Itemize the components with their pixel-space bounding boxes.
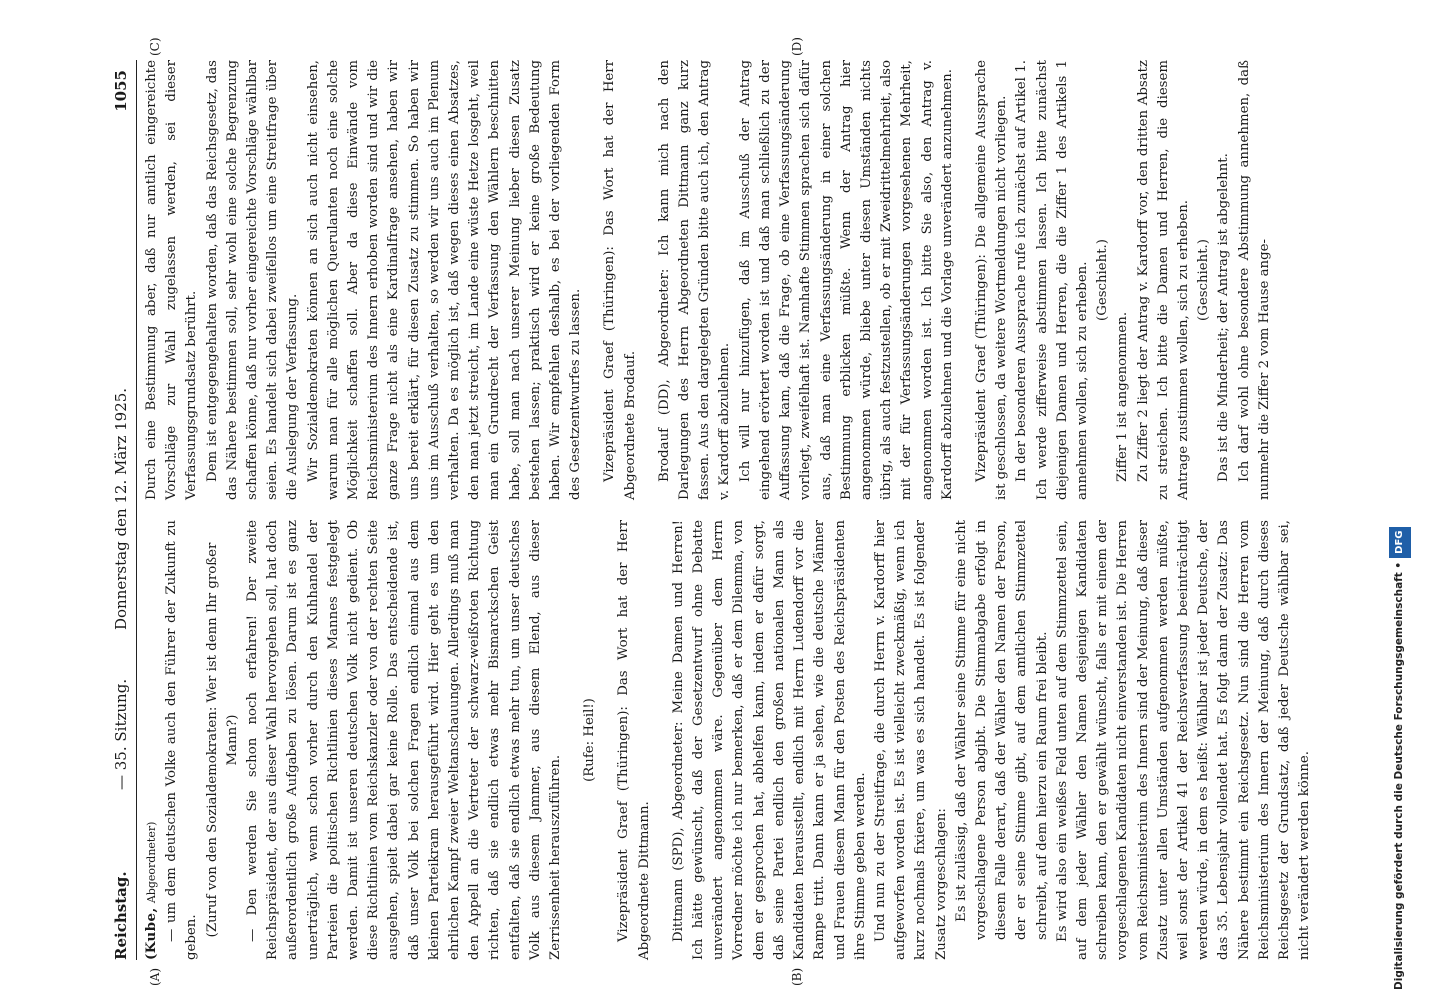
paragraph: Ziffer 1 ist angenommen.: [1115, 311, 1131, 482]
right-column: [142, 60, 1402, 500]
chair-statement: Vizepräsident Graef (Thüringen): Das Wort hat der Herr Abgeordnete Dittmann.: [616, 520, 652, 960]
paragraph: Ich darf wohl ohne besondere Abstimmung annehmen, daß nunmehr die Ziffer 2 vom Hause ange-: [1236, 60, 1272, 500]
page-header: [110, 60, 137, 960]
dfg-logo: DFG: [1389, 527, 1411, 558]
speaker-continuation: (Kube, Abgeordneter): [144, 821, 159, 960]
digitization-note: Digitalisierung gefördert durch die Deutsche Forschungsgemeinschaft •DFG: [1388, 90, 1410, 990]
margin-mark-d: (D): [790, 37, 804, 56]
chair-statement: Vizepräsident Graef (Thüringen): Die allgemeine Aussprache ist geschlossen, da weitere Wortmeldungen nicht vorliegen.: [973, 60, 1010, 500]
interjection: (Rufe: Heil!): [582, 698, 598, 782]
header-date: Donnerstag den 12. März 1925.: [112, 387, 130, 630]
paragraph: Ich will nur hinzufügen, daß im Ausschuß der Antrag eingehend erörtert worden ist und daß man schließlich zu der Auffassung kam, daß die Frage, ob eine Verfassungsänderung vorliegt, zweifelhaft ist. Namhafte Stimmen sprachen sich dafür aus, daß man eine Verfassungsänderung in einer solchen Bestimmung erblicken müßte. Wenn der Antrag hier angenommen würde, bliebe unter diesen Umständen nichts übrig, als auch festzustellen, ob er mit Zweidrittelmehrheit, also mit der für Verfassungsänderungen vorgesehenen Mehrheit, angenommen worden ist. Ich bitte Sie also, den Antrag v. Kardorff abzulehnen und die Vorlage unverändert anzunehmen.: [737, 60, 955, 500]
paragraph: — um dem deutschen Volke auch den Führer der Zukunft zu geben.: [164, 520, 200, 960]
left-column: [142, 520, 1402, 960]
quoted-amendment: Es ist zulässig, daß der Wähler seine Stimme für eine nicht vorgeschlagene Person abgibt. Die Stimmabgabe erfolgt in diesem Falle derart, daß der Wähler den Namen der Person, der er seine Stimme gibt, auf dem amtlichen Stimmzettel schreibt, auf dem hierzu ein Raum frei bleibt.: [953, 520, 1050, 940]
chair-statement: Vizepräsident Graef (Thüringen): Das Wort hat der Herr Abgeordnete Brodauf.: [602, 60, 638, 500]
speech-dittmann: Dittmann (SPD), Abgeordneter: Meine Damen und Herren! Ich hätte gewünscht, daß der Gesetzentwurf ohne Debatte unverändert angenommen wäre. Gegenüber dem Herrn Vorredner möchte ich nur bemerken, daß er dem Dilemma, von dem er gesprochen hat, abhelfen kann, indem er dafür sorgt, daß seine Partei endlich den großen nationalen Mann als Kandidaten herausstellt, endlich mit Herrn Ludendorff vor die Rampe tritt. Dann kann er ja sehen, wie die deutsche Männer und Frauen diesem Mann für den Posten des Reichspräsidenten ihre Stimme geben werden.: [670, 520, 868, 960]
paragraph: In der besonderen Aussprache rufe ich zunächst auf Artikel 1. Ich werde zifferweise abstimmen lassen. Ich bitte zunächst diejenigen Damen und Herren, die die Ziffer 1 des Artikels 1 annehmen wollen, sich zu erheben.: [1014, 60, 1090, 500]
header-parliament: Reichstag.: [112, 871, 130, 960]
paragraph: Dem ist entgegengehalten worden, daß das Reichsgesetz, das das Nähere bestimmen soll, sehr wohl eine solche Begrenzung schaffen könne, daß nur vorher eingereichte Vorschläge wählbar seien. Es handelt sich dabei zweifellos um eine Streitfrage über die Auslegung der Verfassung.: [204, 60, 301, 500]
page-number: 1055: [112, 70, 130, 112]
speech-brodauf: Brodauf (DD), Abgeordneter: Ich kann mich nach den Darlegungen des Herrn Abgeordneten Dittmann ganz kurz fassen. Aus den dargelegten Gründen bitte auch ich, den Antrag v. Kardorff abzulehnen.: [656, 60, 733, 500]
margin-mark-b: (B): [790, 967, 804, 986]
interjection: (Geschieht.): [1196, 239, 1212, 321]
margin-mark-c: (C): [148, 37, 162, 56]
paragraph: — Den werden Sie schon noch erfahren! Der zweite Reichspräsident, der aus dieser Wahl hervorgehen soll, hat doch außerordentlich große Aufgaben zu lösen. Darum ist es ganz unerträglich, wenn schon vorher durch den Kuhhandel der Parteien die politischen Richtlinien dieses Mannes festgelegt werden. Damit ist unseren deutschen Volk nicht gedient. Ob diese Richtlinien vom Reichskanzler oder von der rechten Seite ausgehen, spielt dabei gar keine Rolle. Das entscheidende ist, daß unser Volk bei solchen Fragen endlich einmal aus dem kleinen Parteikram herausgeführt wird. Hier geht es um den ehrlichen Kampf zweier Weltanschauungen. Allerdings muß man den Appell an die Vertreter der schwarz-weißroten Richtung richten, daß sie endlich etwas mehr Bismarckschen Geist entfalten, daß sie endlich etwas mehr tun, um unser deutsches Volk aus diesem Jammer, aus diesem Elend, aus dieser Zerrissenheit herauszuführen.: [245, 520, 564, 960]
margin-mark-a: (A): [148, 967, 162, 986]
paragraph: Durch eine Bestimmung aber, daß nur amtlich eingereichte Vorschläge zur Wahl zugelassen werden, sei dieser Verfassungsgrundsatz berührt.: [144, 60, 200, 500]
paragraph: Das ist die Minderheit; der Antrag ist abgelehnt.: [1216, 153, 1232, 482]
interjection: (Geschieht.): [1095, 239, 1111, 321]
paragraph: Es wird also ein weißes Feld unten auf dem Stimmzettel sein, auf dem jeder Wähler den Namen desjenigen Kandidaten schreiben kann, den er gewählt wünscht, falls er mit einem der vorgeschlagenen Kandidaten nicht einverstanden ist. Die Herren vom Reichsministerium des Innern sind der Meinung, daß dieser Zusatz unter allen Umständen aufgenommen werden müßte, weil sonst der Artikel 41 der Reichsverfassung beeinträchtigt werden würde, in dem es heißt: Wählbar ist jeder Deutsche, der das 35. Lebensjahr vollendet hat. Es folgt dann der Zusatz: Das Nähere bestimmt ein Reichsgesetz. Nun sind die Herren vom Reichsministerium des Innern der Meinung, daß durch dieses Reichsgesetz der Grundsatz, daß jeder Deutsche wählbar sei, nicht verändert werden könne.: [1054, 520, 1313, 960]
paragraph: Zu Ziffer 2 liegt der Antrag v. Kardorff vor, den dritten Absatz zu streichen. Ich bitte die Damen und Herren, die diesem Antrage zustimmen wollen, sich zu erheben.: [1135, 60, 1191, 500]
rotated-page: [110, 37, 1410, 986]
interjection: (Zuruf von den Sozialdemokraten: Wer ist denn Ihr großer Mann?): [204, 542, 240, 938]
paragraph: Wir Sozialdemokraten können an sich auch nicht einsehen, warum man für alle möglichen Querulanten noch eine solche Möglichkeit schaffen soll. Aber da diese Einwände vom Reichsministerium des Innern erhoben worden sind und wir die ganze Frage nicht als eine Kardinalfrage ansehen, haben wir uns bereit erklärt, für diesen Zusatz zu stimmen. So haben wir uns im Ausschuß verhalten, so werden wir uns auch im Plenum verhalten. Da es möglich ist, daß wegen dieses einen Absatzes, den man jetzt streicht, im Lande eine wüste Hetze losgeht, weil man ein Grundrecht der Verfassung den Wählern beschnitten habe, soll man nach unserer Meinung lieber diesen Zusatz bestehen lassen; praktisch wird er keine große Bedeutung haben. Wir empfehlen deshalb, es bei der vorliegenden Form des Gesetzentwurfes zu lassen.: [305, 60, 584, 500]
header-session: — 35. Sitzung.: [112, 678, 130, 790]
paragraph: Und nun zu der Streitfrage, die durch Herrn v. Kardorff hier aufgeworfen worden ist. Es ist vielleicht zweckmäßig, wenn ich kurz nochmals fixiere, um was es sich handelt. Es ist folgender Zusatz vorgeschlagen:: [872, 520, 949, 960]
